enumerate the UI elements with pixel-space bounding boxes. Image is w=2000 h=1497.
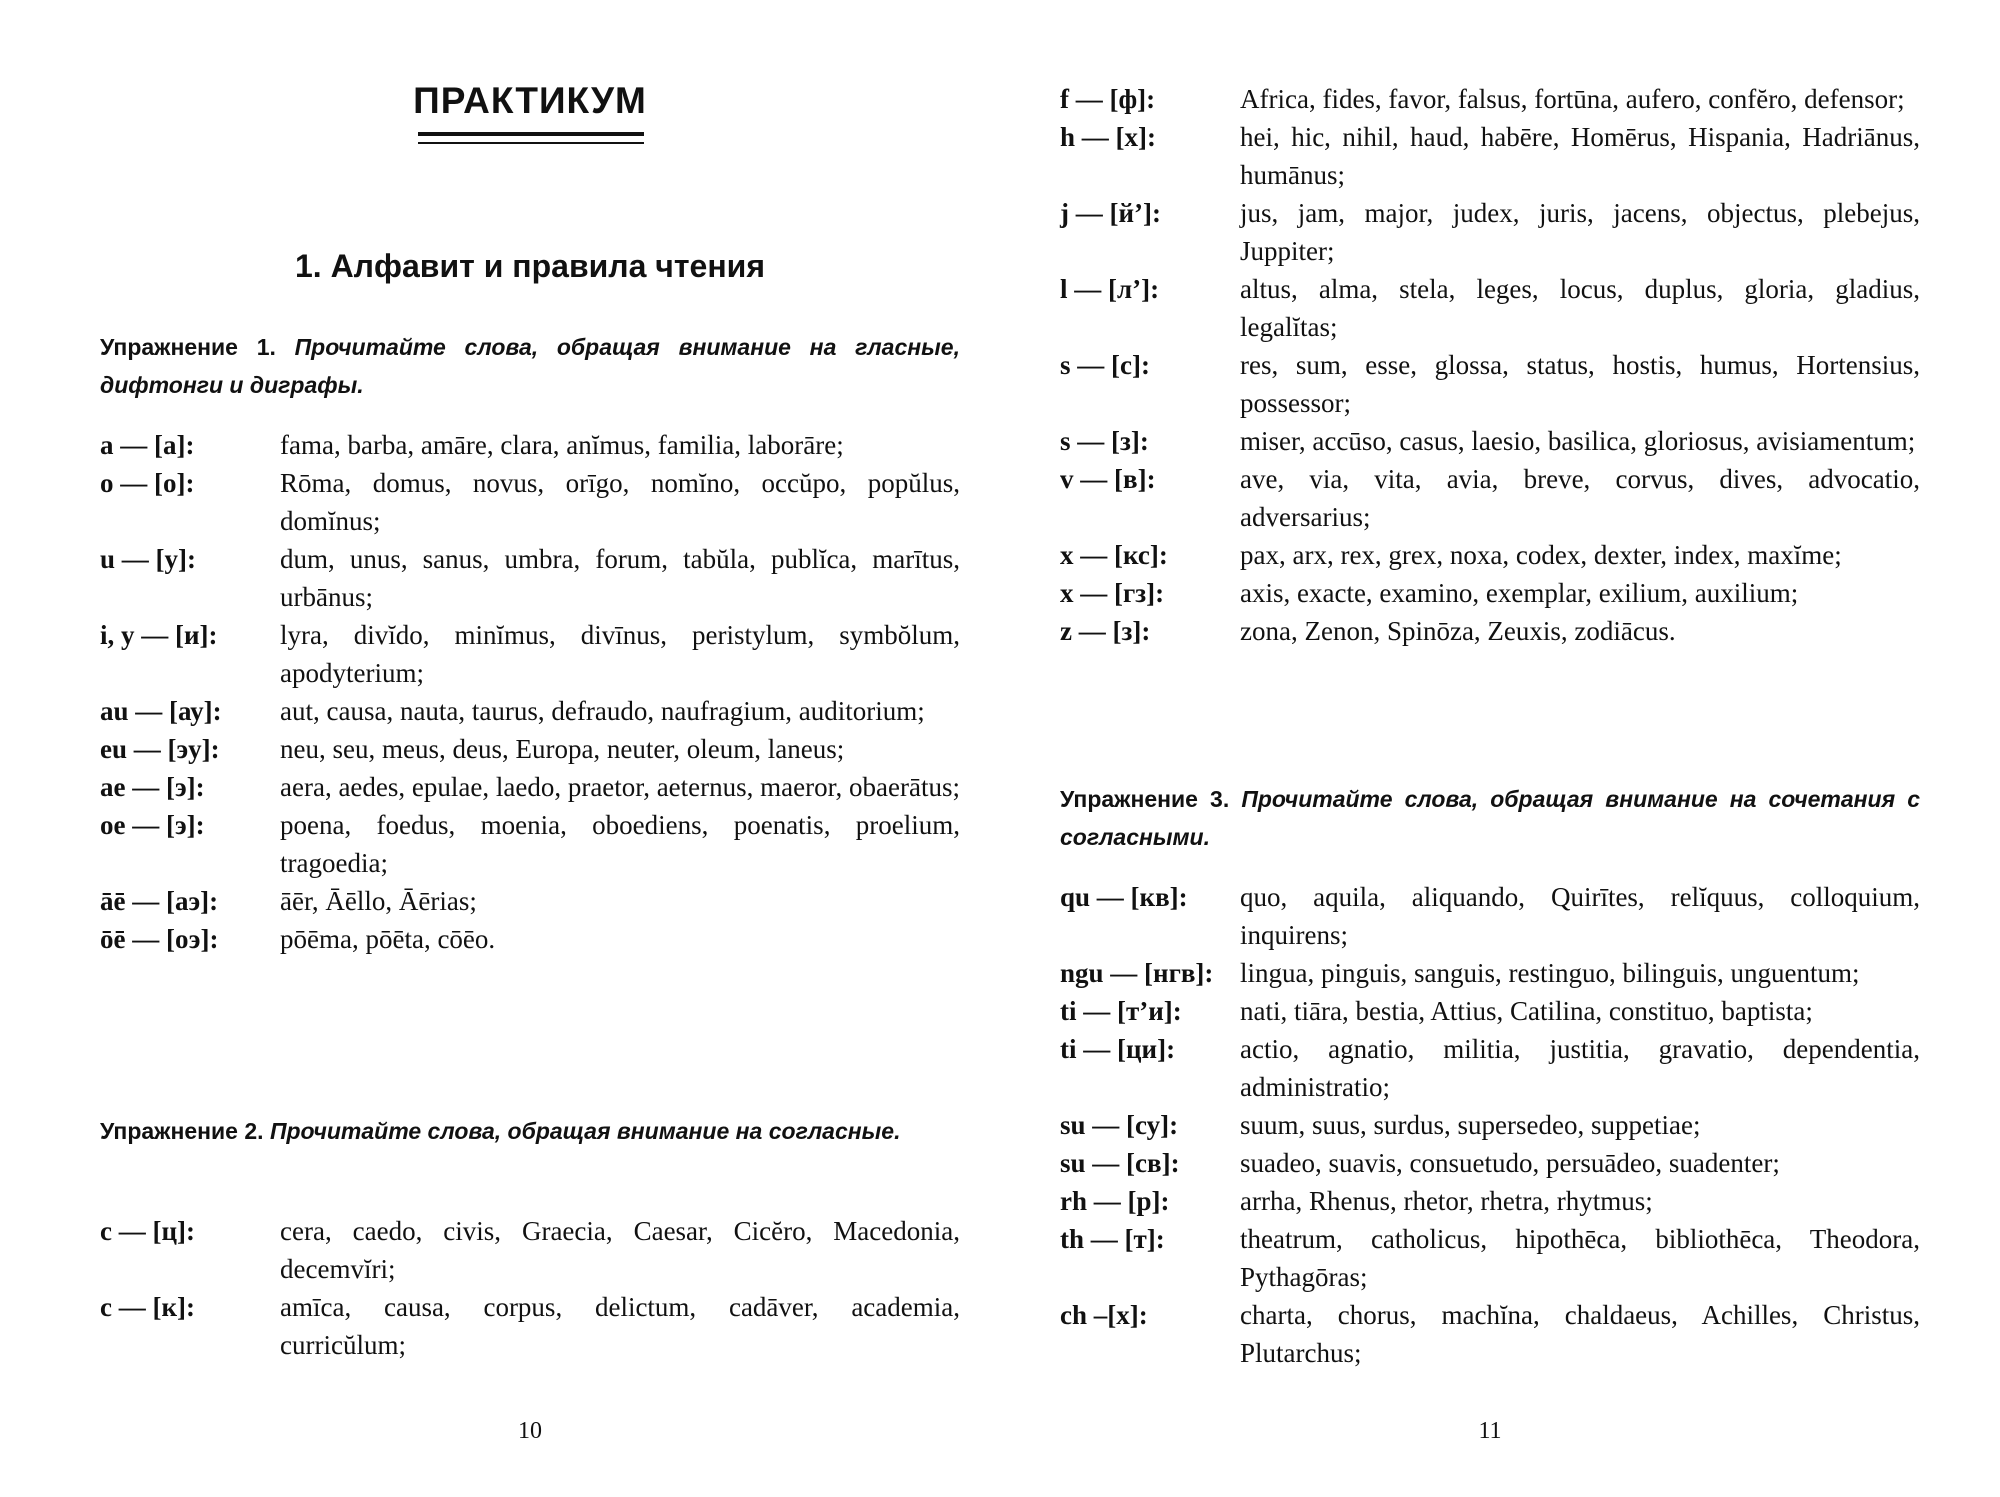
list-item	[1060, 1182, 1920, 1220]
entry-words: aut, causa, nauta, taurus, defraudo, naufragium, auditorium;	[280, 696, 925, 726]
list-item	[1060, 954, 1920, 992]
entry-words: theatrum, catholicus, hipothēca, bibliothēca, Theodora, Pythagōras;	[1240, 1224, 1920, 1292]
list-item	[100, 1288, 960, 1364]
entry-key: āē — [аэ]:	[100, 886, 219, 916]
entry-key: x — [кс]:	[1060, 540, 1168, 570]
list-item	[1060, 460, 1920, 536]
exercise-1-heading	[100, 328, 960, 404]
list-item	[1060, 878, 1920, 954]
list-item	[100, 882, 960, 920]
list-item	[1060, 992, 1920, 1030]
entry-words: hei, hic, nihil, haud, habēre, Homērus, Hispania, Hadriānus, humānus;	[1240, 122, 1920, 190]
entry-key: ti — [т’и]:	[1060, 996, 1182, 1026]
entry-words: amīca, causa, corpus, delictum, cadāver, academia, curricŭlum;	[280, 1292, 960, 1360]
entry-words: res, sum, esse, glossa, status, hostis, humus, Hortensius, possessor;	[1240, 350, 1920, 418]
entry-words: nati, tiāra, bestia, Attius, Catilina, constituo, baptista;	[1240, 996, 1813, 1026]
exercise-3-lead: Упражнение 3.	[1060, 786, 1230, 812]
entry-words: lingua, pinguis, sanguis, restinguo, bilinguis, unguentum;	[1240, 958, 1860, 988]
entry-key: o — [о]:	[100, 468, 195, 498]
list-item	[100, 540, 960, 616]
entry-words: poena, foedus, moenia, oboediens, poenatis, proelium, tragoedia;	[280, 810, 960, 878]
entry-key: au — [ау]:	[100, 696, 222, 726]
list-item	[1060, 1296, 1920, 1372]
entry-key: qu — [кв]:	[1060, 882, 1188, 912]
entry-words: jus, jam, major, judex, juris, jacens, objectus, plebejus, Juppiter;	[1240, 198, 1920, 266]
entry-words: arrha, Rhenus, rhetor, rhetra, rhytmus;	[1240, 1186, 1653, 1216]
entry-key: su — [св]:	[1060, 1148, 1180, 1178]
exercise-3-task: Прочитайте слова, обращая внимание на сочетания с согласными.	[1060, 786, 1920, 850]
list-item	[100, 768, 960, 806]
list-item	[1060, 1030, 1920, 1106]
entry-words: pax, arx, rex, grex, noxa, codex, dexter, index, maxĭme;	[1240, 540, 1842, 570]
entry-words: pōēma, pōēta, cōēo.	[280, 924, 496, 954]
entry-key: z — [з]:	[1060, 616, 1151, 646]
entry-key: ti — [ци]:	[1060, 1034, 1176, 1064]
page-number: 10	[518, 1418, 542, 1444]
list-item	[1060, 1220, 1920, 1296]
entry-words: neu, seu, meus, deus, Europa, neuter, oleum, laneus;	[280, 734, 845, 764]
entry-words: lyra, divĭdo, minĭmus, divīnus, peristylum, symbŏlum, apodyterium;	[280, 620, 960, 688]
entry-key: i, y — [и]:	[100, 620, 218, 650]
list-item	[1060, 194, 1920, 270]
exercise-2-list	[100, 1212, 960, 1364]
exercise-2-list-continued	[1060, 80, 1920, 650]
list-item	[1060, 346, 1920, 422]
list-item	[100, 464, 960, 540]
list-item	[100, 1212, 960, 1288]
exercise-2-lead: Упражнение 2.	[100, 1118, 264, 1144]
entry-words: axis, exacte, examino, exemplar, exilium, auxilium;	[1240, 578, 1799, 608]
list-item	[1060, 536, 1920, 574]
entry-key: u — [у]:	[100, 544, 196, 574]
entry-words: suum, suus, surdus, supersedeo, suppetiae;	[1240, 1110, 1701, 1140]
exercise-1-lead: Упражнение 1.	[100, 334, 276, 360]
entry-key: s — [с]:	[1060, 350, 1150, 380]
entry-key: l — [л’]:	[1060, 274, 1160, 304]
entry-key: ae — [э]:	[100, 772, 205, 802]
exercise-1-list	[100, 426, 960, 958]
entry-words: Africa, fides, favor, falsus, fortūna, aufero, confĕro, defensor;	[1240, 84, 1905, 114]
entry-words: ave, via, vita, avia, breve, corvus, dives, advocatio, adversarius;	[1240, 464, 1920, 532]
list-item	[1060, 1144, 1920, 1182]
entry-key: f — [ф]:	[1060, 84, 1156, 114]
list-item	[1060, 118, 1920, 194]
page-number: 11	[1478, 1418, 1502, 1444]
list-item	[1060, 422, 1920, 460]
exercise-2-heading	[100, 1112, 960, 1150]
exercise-1-task: Прочитайте слова, обращая внимание на гласные, дифтонги и диграфы.	[100, 334, 960, 398]
entry-key: th — [т]:	[1060, 1224, 1165, 1254]
entry-key: x — [гз]:	[1060, 578, 1165, 608]
list-item	[100, 616, 960, 692]
entry-key: s — [з]:	[1060, 426, 1149, 456]
right-page	[1060, 0, 1920, 1497]
left-page	[100, 0, 960, 1497]
list-item	[1060, 270, 1920, 346]
entry-words: suadeo, suavis, consuetudo, persuādeo, suadenter;	[1240, 1148, 1780, 1178]
list-item	[100, 730, 960, 768]
list-item	[1060, 574, 1920, 612]
entry-key: su — [су]:	[1060, 1110, 1179, 1140]
entry-words: aera, aedes, epulae, laedo, praetor, aeternus, maeror, obaerātus;	[280, 772, 960, 802]
list-item	[1060, 612, 1920, 650]
entry-key: c — [ц]:	[100, 1216, 196, 1246]
entry-words: zona, Zenon, Spinōza, Zeuxis, zodiācus.	[1240, 616, 1676, 646]
exercise-3-heading	[1060, 780, 1920, 856]
list-item	[100, 806, 960, 882]
exercise-3-list	[1060, 878, 1920, 1372]
entry-key: ōē — [оэ]:	[100, 924, 219, 954]
entry-words: actio, agnatio, militia, justitia, gravatio, dependentia, administratio;	[1240, 1034, 1920, 1102]
entry-words: fama, barba, amāre, clara, anĭmus, familia, laborāre;	[280, 430, 844, 460]
entry-key: h — [х]:	[1060, 122, 1156, 152]
entry-words: Rōma, domus, novus, orīgo, nomĭno, occŭpo, popŭlus, domĭnus;	[280, 468, 960, 536]
entry-key: eu — [эу]:	[100, 734, 220, 764]
list-item	[1060, 80, 1920, 118]
entry-key: ngu — [нгв]:	[1060, 958, 1214, 988]
entry-key: oe — [э]:	[100, 810, 205, 840]
entry-words: altus, alma, stela, leges, locus, duplus, gloria, gladius, legalĭtas;	[1240, 274, 1920, 342]
entry-words: charta, chorus, machĭna, chaldaeus, Achilles, Christus, Plutarchus;	[1240, 1300, 1920, 1368]
list-item	[100, 692, 960, 730]
exercise-2-task: Прочитайте слова, обращая внимание на согласные.	[269, 1118, 901, 1144]
entry-words: quo, aquila, aliquando, Quirītes, relĭquus, colloquium, inquirens;	[1240, 882, 1920, 950]
list-item	[100, 426, 960, 464]
entry-key: c — [к]:	[100, 1292, 196, 1322]
entry-words: cera, caedo, civis, Graecia, Caesar, Cicĕro, Macedonia, decemvĭri;	[280, 1216, 960, 1284]
entry-key: a — [а]:	[100, 430, 195, 460]
list-item	[1060, 1106, 1920, 1144]
entry-words: dum, unus, sanus, umbra, forum, tabŭla, publĭca, marītus, urbānus;	[280, 544, 960, 612]
entry-words: miser, accūso, casus, laesio, basilica, gloriosus, avisiamentum;	[1240, 426, 1916, 456]
entry-key: ch –[х]:	[1060, 1300, 1148, 1330]
heading-underline	[418, 132, 644, 144]
section-title: 1. Алфавит и правила чтения	[294, 248, 766, 284]
list-item	[100, 920, 960, 958]
entry-key: j — [й’]:	[1060, 198, 1162, 228]
entry-key: v — [в]:	[1060, 464, 1156, 494]
page-heading: ПРАКТИКУМ	[413, 80, 647, 121]
entry-words: āēr, Āēllo, Āērias;	[280, 886, 477, 916]
entry-key: rh — [р]:	[1060, 1186, 1170, 1216]
